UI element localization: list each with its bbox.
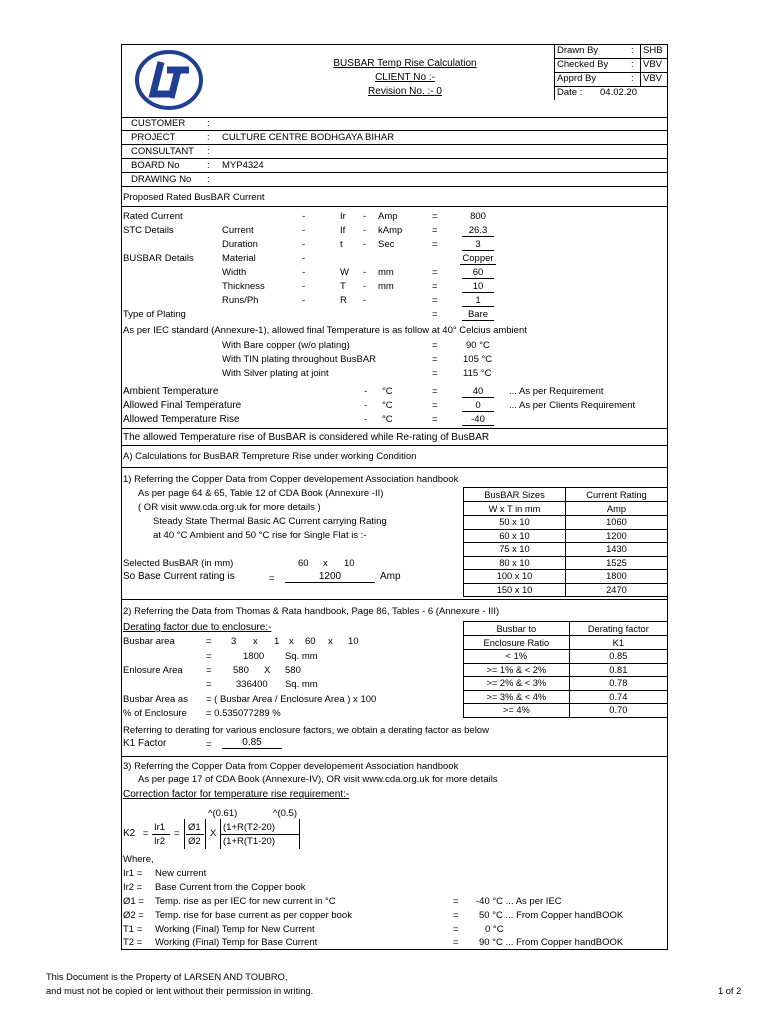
s1-line: at 40 °C Ambient and 50 °C rise for Single Flat is :- [153, 530, 367, 541]
equals: = [453, 896, 459, 907]
equals: = [453, 924, 459, 935]
busbar-area-label: Busbar area [123, 636, 175, 647]
iec-value: 105 °C [463, 354, 493, 365]
table-row [464, 529, 668, 543]
iec-value: 90 °C [466, 340, 490, 351]
dash: - [302, 211, 306, 222]
table-row [464, 570, 668, 584]
k2-symbol: K2 [123, 828, 136, 839]
ratio-label: Busbar Area as [123, 694, 188, 705]
def-symbol: Ø2 = [123, 910, 144, 921]
unit: kAmp [378, 225, 403, 236]
table-header: Derating factor [569, 622, 667, 636]
equals: = [432, 295, 438, 306]
dash: - [363, 225, 367, 236]
rule [121, 172, 668, 173]
revision-number: Revision No. :- 0 [368, 86, 442, 97]
cell: 1800 [565, 570, 667, 584]
def-description: New current [155, 868, 207, 879]
s1-line: ( OR visit www.cda.org.uk for more details ) [138, 502, 321, 513]
equals: = [432, 309, 438, 320]
checked-by-label: Checked By [557, 59, 609, 70]
times: x [328, 636, 333, 647]
row-sublabel: Duration [222, 239, 258, 250]
where-label: Where, [123, 854, 154, 865]
s2-subheading: Derating factor due to enclosure:- [123, 622, 272, 633]
base-current-value: 1200 [285, 571, 375, 583]
unit: Sq. mm [285, 679, 318, 690]
table-row [464, 583, 668, 597]
rule [121, 756, 668, 757]
cell: 0.85 [569, 650, 667, 664]
equals: = [174, 828, 180, 839]
project-label: PROJECT [131, 132, 176, 143]
row-label: Type of Plating [123, 309, 186, 320]
o2-symbol: Ø2 [188, 836, 201, 847]
signoff-divider [640, 44, 641, 86]
client-number: CLIENT No :- [375, 72, 435, 83]
equals: = [432, 281, 438, 292]
dash: - [364, 414, 368, 425]
lt-logo-icon [133, 48, 205, 112]
rule [121, 467, 668, 468]
fraction-bar [221, 834, 299, 835]
approved-by-value: VBV [643, 73, 663, 84]
times: X [210, 828, 217, 839]
equals: = [206, 665, 212, 676]
def-symbol: T1 = [123, 924, 143, 935]
ratio-value: = 0.535077289 % [206, 708, 281, 719]
ambient-value: 40 [462, 386, 494, 398]
equals: = [453, 910, 459, 921]
cell: 75 x 10 [464, 543, 566, 557]
selected-thickness: 10 [344, 558, 355, 569]
def-description: Temp. rise as per IEC for new current in °C [155, 896, 336, 907]
row-sublabel: Current [222, 225, 254, 236]
table-header: Enclosure Ratio [464, 636, 570, 650]
cell: 0.70 [569, 704, 667, 718]
unit: °C [382, 386, 393, 397]
dash: - [302, 281, 306, 292]
row-label: STC Details [123, 225, 174, 236]
dash: - [363, 295, 367, 306]
bracket [184, 819, 185, 849]
symbol: W [340, 267, 349, 278]
dash: - [364, 400, 368, 411]
footer-line: and must not be copied or lent without their permission in writing. [46, 986, 314, 996]
row-label: BUSBAR Details [123, 253, 194, 264]
drawn-by-value: SHB [643, 45, 663, 56]
s3-heading: 3) Referring the Copper Data from Copper developement Association handbook [123, 761, 459, 772]
cell: 100 x 10 [464, 570, 566, 584]
row-sublabel: Thickness [222, 281, 265, 292]
equals: = [432, 267, 438, 278]
colon: : [207, 118, 210, 129]
project-value: CULTURE CENTRE BODHGAYA BIHAR [222, 132, 395, 143]
phase-factor: 1 [274, 636, 280, 647]
derating-statement: Referring to derating for various enclosure factors, we obtain a derating factor as below [123, 725, 489, 736]
cell: 0.74 [569, 690, 667, 704]
times: x [289, 636, 294, 647]
width-factor: 60 [305, 636, 316, 647]
enclosure-depth: 580 [285, 665, 301, 676]
rule [121, 130, 668, 131]
runs-factor: 3 [231, 636, 237, 647]
customer-label: CUSTOMER [131, 118, 186, 129]
cell: 150 x 10 [464, 583, 566, 597]
times: x [323, 558, 328, 569]
unit: Sec [378, 239, 395, 250]
colon: : [207, 160, 210, 171]
cell: 1200 [565, 529, 667, 543]
dash: - [302, 295, 306, 306]
def-value: 50 °C ... From Copper handBOOK [479, 910, 624, 921]
equals: = [432, 225, 438, 236]
rule [121, 117, 668, 118]
unit: °C [382, 400, 393, 411]
cell: >= 3% & < 4% [464, 690, 570, 704]
ratio-label: % of Enclosure [123, 708, 187, 719]
board-value: MYP4324 [222, 160, 264, 171]
temp-label: Ambient Temperature [123, 386, 219, 397]
cell: 1060 [565, 516, 667, 530]
row-sublabel: Width [222, 267, 247, 278]
k1-label: K1 Factor [123, 738, 167, 749]
colon: : [207, 146, 210, 157]
dash: - [302, 267, 306, 278]
unit: °C [382, 414, 393, 425]
unit: mm [378, 267, 394, 278]
thickness-value: 10 [462, 281, 494, 293]
table-row [464, 690, 668, 704]
rerating-note: The allowed Temperature rise of BusBAR is considered while Re-rating of BusBAR [123, 432, 490, 443]
consultant-label: CONSULTANT [131, 146, 194, 157]
equals: = [206, 636, 212, 647]
unit: Sq. mm [285, 651, 318, 662]
runs-value: 1 [462, 295, 494, 307]
date-label: Date : [557, 87, 583, 98]
equals: = [432, 400, 438, 411]
unit: Amp [378, 211, 398, 222]
iec-label: With Bare copper (w/o plating) [222, 340, 350, 351]
def-value: -40 °C ... As per IEC [476, 896, 562, 907]
ir1-symbol: Ir1 [154, 822, 166, 833]
equals: = [453, 937, 459, 948]
temp-label: Allowed Final Temperature [123, 400, 242, 411]
cell: 0.81 [569, 663, 667, 677]
denominator: (1+R(T1-20) [223, 836, 275, 847]
iec-value: 115 °C [463, 368, 492, 379]
board-label: BOARD No [131, 160, 180, 171]
dash: - [302, 225, 306, 236]
symbol: If [340, 225, 346, 236]
equals: = [206, 679, 212, 690]
exponent: ^(0.5) [273, 808, 297, 819]
cell: 50 x 10 [464, 516, 566, 530]
busbar-rating-table [463, 487, 668, 597]
symbol: R [340, 295, 347, 306]
equals: = [206, 739, 212, 750]
width-value: 60 [462, 267, 494, 279]
bracket [299, 819, 300, 849]
iec-intro: As per IEC standard (Annexure-1), allowed final Temperature is as follow at 40° Celcius ambient [123, 325, 527, 336]
table-header: Busbar to [464, 622, 570, 636]
colon: : [631, 73, 634, 84]
base-current-label: So Base Current rating is [123, 571, 235, 582]
dash: - [364, 386, 368, 397]
checked-by-value: VBV [643, 59, 663, 70]
table-row [464, 556, 668, 570]
cell: >= 4% [464, 704, 570, 718]
section-a-heading: A) Calculations for BusBAR Tempreture Rise under working Condition [123, 451, 417, 462]
row-sublabel: Runs/Ph [222, 295, 259, 306]
unit: mm [378, 281, 394, 292]
enclosure-area-label: Enlosure Area [123, 665, 183, 676]
ir2-symbol: Ir2 [154, 836, 166, 847]
table-row [464, 650, 668, 664]
equals: = [432, 414, 438, 425]
table-row [464, 543, 668, 557]
k1-value: 0.85 [222, 737, 282, 749]
table-header: BusBAR Sizes [464, 488, 566, 502]
equals: = [432, 239, 438, 250]
cell: 60 x 10 [464, 529, 566, 543]
def-description: Temp. rise for base current as per copper book [155, 910, 352, 921]
drawing-label: DRAWING No [131, 174, 192, 185]
table-header: W x T in mm [464, 502, 566, 516]
def-symbol: Ø1 = [123, 896, 144, 907]
colon: : [207, 174, 210, 185]
enclosure-width: 580 [233, 665, 249, 676]
cell: 0.78 [569, 677, 667, 691]
rule [121, 428, 668, 429]
equals: = [432, 368, 438, 379]
rule [121, 206, 668, 207]
table-row [464, 677, 668, 691]
rule [121, 186, 668, 187]
fraction-bar [186, 834, 204, 835]
exponent: ^(0.61) [208, 808, 238, 819]
symbol: Ir [340, 211, 346, 222]
dash: - [363, 211, 367, 222]
ratio-formula: = ( Busbar Area / Enclosure Area ) x 100 [206, 694, 377, 705]
o1-symbol: Ø1 [188, 822, 201, 833]
def-description: Base Current from the Copper book [155, 882, 306, 893]
equals: = [269, 573, 275, 584]
dash: - [363, 281, 367, 292]
drawn-by-label: Drawn By [557, 45, 599, 56]
rule [121, 445, 668, 446]
rule [121, 599, 668, 600]
symbol: t [340, 239, 343, 250]
s1-heading: 1) Referring the Copper Data from Copper developement Association handbook [123, 474, 459, 485]
dash: - [302, 253, 306, 264]
cell: 80 x 10 [464, 556, 566, 570]
def-symbol: T2 = [123, 937, 143, 948]
s3-line: As per page 17 of CDA Book (Annexure-IV), OR visit www.cda.org.uk for more details [138, 774, 498, 785]
def-description: Working (Final) Temp for Base Current [155, 937, 318, 948]
document-title: BUSBAR Temp Rise Calculation [333, 58, 477, 69]
approved-by-label: Apprd By [557, 73, 597, 84]
final-temp-value: 0 [462, 400, 494, 412]
table-row [464, 704, 668, 718]
def-symbol: Ir1 = [123, 868, 143, 879]
iec-label: With TIN plating throughout BusBAR [222, 354, 377, 365]
cell: >= 1% & < 2% [464, 663, 570, 677]
cell: >= 2% & < 3% [464, 677, 570, 691]
equals: = [432, 386, 438, 397]
def-symbol: Ir2 = [123, 882, 143, 893]
dash: - [363, 239, 367, 250]
equals: = [206, 651, 212, 662]
temp-note: ... As per Requirement [509, 386, 604, 397]
stc-current-value: 26.3 [462, 225, 494, 237]
row-label: Rated Current [123, 211, 183, 222]
def-description: Working (Final) Temp for New Current [155, 924, 315, 935]
times: X [264, 665, 271, 676]
selected-busbar-label: Selected BusBAR (in mm) [123, 558, 234, 569]
colon: : [631, 45, 634, 56]
busbar-area-value: 1800 [243, 651, 265, 662]
bracket [205, 819, 206, 849]
temp-rise-value: -40 [462, 414, 494, 426]
cell: 1525 [565, 556, 667, 570]
fraction-bar [152, 834, 170, 835]
page-number: 1 of 2 [718, 986, 742, 996]
colon: : [631, 59, 634, 70]
temp-label: Allowed Temperature Rise [123, 414, 240, 425]
enclosure-area-value: 336400 [236, 679, 268, 690]
row-sublabel: Material [222, 253, 256, 264]
thickness-factor: 10 [348, 636, 359, 647]
symbol: T [340, 281, 346, 292]
duration-value: 3 [462, 239, 494, 251]
rated-current-value: 800 [470, 211, 486, 222]
cell: 2470 [565, 583, 667, 597]
table-row [464, 663, 668, 677]
derating-table [463, 621, 668, 718]
dash: - [302, 239, 306, 250]
s1-line: Steady State Thermal Basic AC Current carrying Rating [153, 516, 387, 527]
plating-value: Bare [462, 309, 494, 321]
date-value: 04.02.20 [600, 87, 637, 98]
material-value: Copper [460, 253, 496, 265]
dash: - [363, 267, 367, 278]
def-value: 90 °C ... From Copper handBOOK [479, 937, 624, 948]
equals: = [143, 828, 149, 839]
s1-line: As per page 64 & 65, Table 12 of CDA Book (Annexure -II) [138, 488, 384, 499]
temp-note: ... As per Clients Requirement [509, 400, 636, 411]
equals: = [432, 354, 438, 365]
table-header: K1 [569, 636, 667, 650]
table-header: Amp [565, 502, 667, 516]
rule [121, 144, 668, 145]
s2-heading: 2) Referring the Data from Thomas & Rata handbook, Page 86, Tables - 6 (Annexure - III) [123, 606, 500, 617]
numerator: (1+R(T2-20) [223, 822, 275, 833]
cell: 1430 [565, 543, 667, 557]
footer-line: This Document is the Property of LARSEN AND TOUBRO, [46, 972, 288, 982]
selected-width: 60 [298, 558, 309, 569]
times: x [253, 636, 258, 647]
base-current-unit: Amp [380, 571, 401, 582]
proposed-heading: Proposed Rated BusBAR Current [123, 192, 265, 203]
equals: = [432, 340, 438, 351]
s3-subheading: Correction factor for temperature rise requirement:- [123, 789, 350, 800]
rule [121, 158, 668, 159]
iec-label: With Silver plating at joint [222, 368, 329, 379]
colon: : [207, 132, 210, 143]
cell: < 1% [464, 650, 570, 664]
def-value: 0 °C [485, 924, 504, 935]
table-header: Current Rating [565, 488, 667, 502]
table-row [464, 516, 668, 530]
equals: = [432, 211, 438, 222]
